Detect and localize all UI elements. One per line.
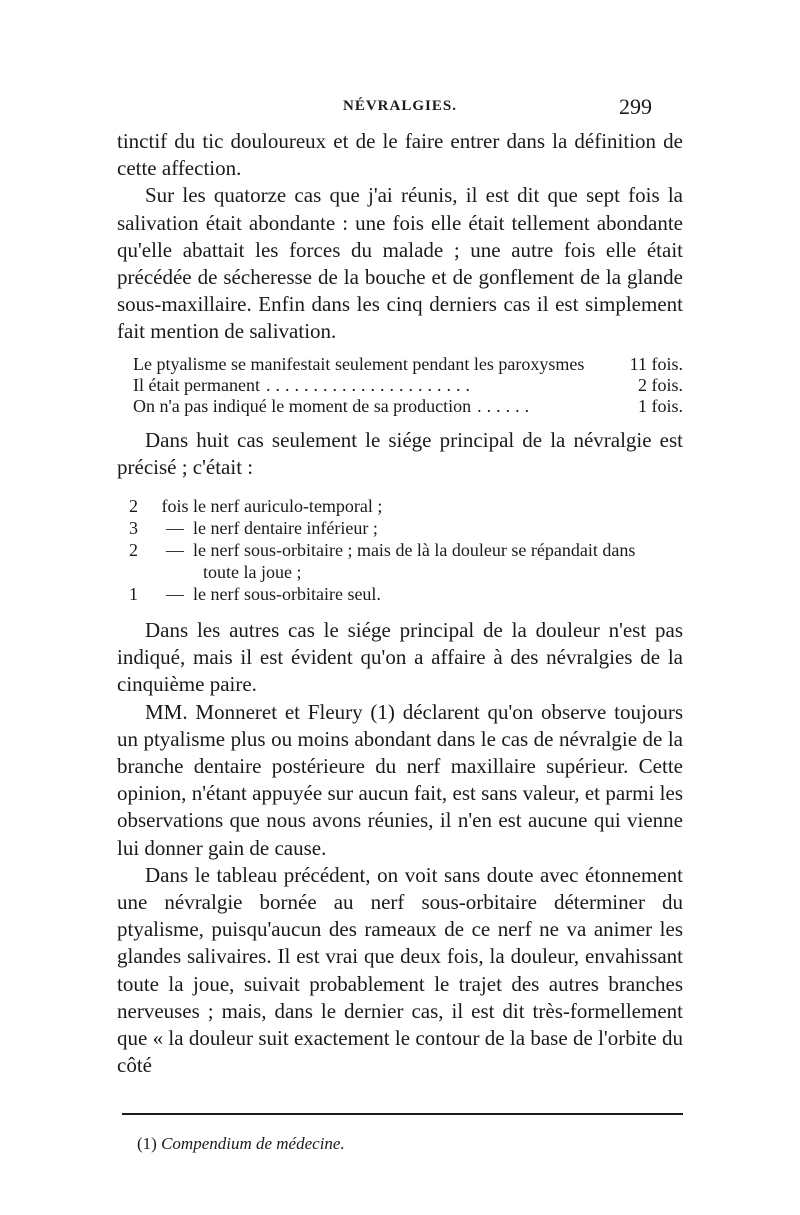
list-item	[117, 517, 683, 539]
list-item-number: 3	[129, 518, 138, 539]
list-item-main: le nerf dentaire inférieur ;	[193, 518, 378, 539]
list-item-label: On n'a pas indiqué le moment de sa production	[133, 395, 472, 416]
list-item-leader: ......	[477, 395, 535, 416]
list-item-number: 2	[129, 540, 138, 561]
list-item-text	[193, 583, 683, 605]
footnote	[137, 1134, 345, 1154]
page-body	[117, 128, 683, 1079]
footnote-marker: (1)	[137, 1134, 157, 1153]
list-item-separator: —	[166, 540, 184, 561]
list-item-leader: ......................	[265, 374, 475, 395]
list-item	[117, 396, 683, 417]
paragraph-monneret-fleury: MM. Monneret et Fleury (1) déclarent qu'on observe toujours un ptyalisme plus ou moins abondant dans le cas de névralgie de la branche dentaire postérieure du nerf maxillaire supérieur. Cette opinion, n'étant appuyée sur aucun fait, est sans valeur, et parmi les observations que nous avons réunies, il n'en est aucune qui vienne lui donner gain de cause.	[117, 699, 683, 860]
list-item-separator: fois	[161, 496, 189, 517]
list-item-main: le nerf sous-orbitaire seul.	[193, 584, 381, 605]
list-item-number: 2	[129, 496, 138, 517]
list-item-main: le nerf auriculo-temporal ;	[193, 496, 383, 517]
paragraph-nerve-intro: Dans huit cas seulement le siége principal de la névralgie est précisé ; c'était :	[117, 427, 683, 479]
list-item-count: 1 fois.	[638, 395, 683, 416]
footnote-title: Compendium de médecine.	[161, 1134, 345, 1153]
page-number: 299	[619, 94, 652, 119]
list-item-text	[193, 495, 683, 517]
list-item-continuation: toute la joue ;	[203, 562, 302, 583]
paragraph-other-cases: Dans les autres cas le siége principal de la douleur n'est pas indiqué, mais il est évident qu'on a affaire à des névralgies de la cinquième paire.	[117, 618, 683, 697]
list-item	[117, 539, 683, 583]
list-item	[117, 354, 683, 375]
list-item-label: Le ptyalisme se manifestait seulement pendant les paroxysmes	[133, 353, 585, 374]
list-item-number: 1	[129, 584, 138, 605]
list-item	[117, 375, 683, 396]
running-title: NÉVRALGIES.	[343, 98, 457, 114]
list-item	[117, 583, 683, 605]
list-item-text	[193, 539, 683, 583]
list-item-count: 11 fois.	[629, 353, 683, 374]
paragraph-salivation: Sur les quatorze cas que j'ai réunis, il est dit que sept fois la salivation était abondante : une fois elle était tellement abondante qu'elle abattait les forces du malade ; une autre fois elle était précédée de sécheresse de la bouche et de gonflement de la glande sous-maxillaire. Enfin dans les cinq derniers cas il est simplement fait mention de salivation.	[117, 183, 683, 344]
list-item	[117, 495, 683, 517]
paragraph-continuation: tinctif du tic douloureux et de le faire entrer dans la définition de cette affection.	[117, 129, 683, 181]
list-item-text	[193, 517, 683, 539]
list-item-main: le nerf sous-orbitaire ; mais de là la douleur se répandait dans	[193, 540, 636, 561]
list-item-separator: —	[166, 518, 184, 539]
footnote-separator	[122, 1113, 683, 1115]
ptyalism-frequency-list	[117, 354, 683, 417]
list-item-separator: —	[166, 584, 184, 605]
paragraph-tableau: Dans le tableau précédent, on voit sans doute avec étonnement une névralgie bornée au nerf sous-orbitaire déterminer du ptyalisme, puisqu'aucun des rameaux de ce nerf ne va animer les glandes salivaires. Il est vrai que deux fois, la douleur, envahissant toute la joue, suivait probablement le trajet des autres branches nerveuses ; mais, dans le dernier cas, il est dit très-formellement que « la douleur suit exactement le contour de la base de l'orbite du côté	[117, 862, 683, 1078]
list-item-label: Il était permanent	[133, 374, 260, 395]
nerve-site-list	[117, 495, 683, 605]
list-item-count: 2 fois.	[638, 374, 683, 395]
